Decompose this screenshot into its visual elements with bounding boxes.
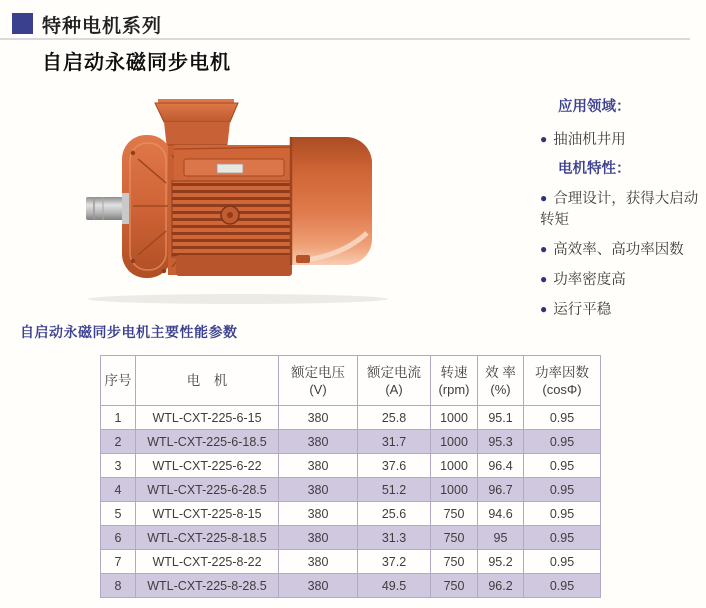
table-cell: 0.95 bbox=[524, 502, 601, 526]
table-title: 自启动永磁同步电机主要性能参数 bbox=[20, 324, 238, 340]
table-cell: 25.6 bbox=[358, 502, 431, 526]
table-cell: 750 bbox=[431, 574, 478, 598]
table-row bbox=[101, 406, 601, 430]
table-cell: 51.2 bbox=[358, 478, 431, 502]
table-header-row bbox=[101, 356, 601, 406]
table-row bbox=[101, 526, 601, 550]
table-cell: 49.5 bbox=[358, 574, 431, 598]
table-cell: 1000 bbox=[431, 478, 478, 502]
table-cell: 1000 bbox=[431, 406, 478, 430]
table-cell: 750 bbox=[431, 526, 478, 550]
table-cell: WTL-CXT-225-6-22 bbox=[136, 454, 279, 478]
feature-item-label: 高效率、高功率因数 bbox=[553, 242, 684, 258]
table-cell: WTL-CXT-225-6-28.5 bbox=[136, 478, 279, 502]
table-cell: 380 bbox=[279, 526, 358, 550]
table-cell: WTL-CXT-225-6-18.5 bbox=[136, 430, 279, 454]
table-cell: 95 bbox=[478, 526, 524, 550]
table-cell: 37.2 bbox=[358, 550, 431, 574]
table-body bbox=[101, 406, 601, 598]
table-cell: 95.1 bbox=[478, 406, 524, 430]
table-cell: 5 bbox=[101, 502, 136, 526]
table-cell: 0.95 bbox=[524, 454, 601, 478]
table-cell: WTL-CXT-225-6-15 bbox=[136, 406, 279, 430]
feature-item bbox=[540, 269, 702, 291]
motor-junction-box bbox=[155, 99, 238, 149]
col-header-model: 电 机 bbox=[136, 356, 279, 406]
performance-table bbox=[100, 355, 601, 598]
table-row bbox=[101, 478, 601, 502]
table-cell: 750 bbox=[431, 550, 478, 574]
table-cell: 4 bbox=[101, 478, 136, 502]
table-cell: 37.6 bbox=[358, 454, 431, 478]
col-header-index: 序号 bbox=[101, 356, 136, 406]
motor-shadow bbox=[88, 294, 388, 304]
table-cell: 3 bbox=[101, 454, 136, 478]
series-title: 特种电机系列 bbox=[42, 16, 163, 37]
motor-rear-cover bbox=[290, 137, 372, 265]
table-cell: 380 bbox=[279, 574, 358, 598]
application-item bbox=[540, 129, 702, 151]
table-cell: 380 bbox=[279, 454, 358, 478]
table-cell: 1 bbox=[101, 406, 136, 430]
feature-item-label: 功率密度高 bbox=[553, 272, 626, 288]
application-item-label: 抽油机井用 bbox=[553, 132, 626, 148]
table-cell: WTL-CXT-225-8-15 bbox=[136, 502, 279, 526]
table-row bbox=[101, 454, 601, 478]
motor-nameplate bbox=[217, 164, 243, 173]
col-header-efficiency: 效 率 (%) bbox=[478, 356, 524, 406]
feature-item bbox=[540, 299, 702, 321]
table-cell: WTL-CXT-225-8-22 bbox=[136, 550, 279, 574]
page-title: 自启动永磁同步电机 bbox=[42, 52, 231, 74]
table-cell: 0.95 bbox=[524, 550, 601, 574]
table-row bbox=[101, 430, 601, 454]
table-cell: 31.7 bbox=[358, 430, 431, 454]
table-cell: WTL-CXT-225-8-28.5 bbox=[136, 574, 279, 598]
table-cell: 380 bbox=[279, 406, 358, 430]
table-cell: 94.6 bbox=[478, 502, 524, 526]
motor-body bbox=[172, 145, 292, 276]
table-cell: 31.3 bbox=[358, 526, 431, 550]
table-cell: 380 bbox=[279, 550, 358, 574]
table-cell: 380 bbox=[279, 502, 358, 526]
table-cell: 380 bbox=[279, 478, 358, 502]
col-header-power-factor: 功率因数 (cosΦ) bbox=[524, 356, 601, 406]
applications-heading: 应用领域： bbox=[558, 99, 631, 115]
bullet-icon: ● bbox=[540, 302, 548, 316]
table-cell: 0.95 bbox=[524, 478, 601, 502]
info-panel bbox=[540, 97, 702, 329]
table-cell: 0.95 bbox=[524, 574, 601, 598]
table-cell: 8 bbox=[101, 574, 136, 598]
table-cell: 96.7 bbox=[478, 478, 524, 502]
table-cell: 95.2 bbox=[478, 550, 524, 574]
series-accent-square bbox=[12, 13, 33, 34]
table-cell: 96.2 bbox=[478, 574, 524, 598]
features-heading: 电机特性： bbox=[558, 161, 631, 177]
table-cell: WTL-CXT-225-8-18.5 bbox=[136, 526, 279, 550]
feature-item-label: 运行平稳 bbox=[553, 302, 612, 318]
table-cell: 95.3 bbox=[478, 430, 524, 454]
col-header-current: 额定电流 (A) bbox=[358, 356, 431, 406]
bullet-icon: ● bbox=[540, 132, 548, 146]
table-row bbox=[101, 550, 601, 574]
table-cell: 750 bbox=[431, 502, 478, 526]
table-cell: 2 bbox=[101, 430, 136, 454]
col-header-speed: 转速 (rpm) bbox=[431, 356, 478, 406]
bullet-icon: ● bbox=[540, 191, 548, 205]
header-divider bbox=[0, 38, 690, 40]
motor-flange bbox=[122, 135, 172, 278]
motor-photo bbox=[78, 85, 388, 310]
feature-item bbox=[540, 188, 702, 231]
table-cell: 380 bbox=[279, 430, 358, 454]
table-cell: 6 bbox=[101, 526, 136, 550]
table-cell: 7 bbox=[101, 550, 136, 574]
table-row bbox=[101, 502, 601, 526]
feature-item bbox=[540, 239, 702, 261]
table-cell: 25.8 bbox=[358, 406, 431, 430]
table-cell: 0.95 bbox=[524, 430, 601, 454]
col-header-voltage: 额定电压 (V) bbox=[279, 356, 358, 406]
table-cell: 1000 bbox=[431, 454, 478, 478]
table-row bbox=[101, 574, 601, 598]
motor-shaft bbox=[86, 193, 129, 224]
feature-item-label: 合理设计，获得大启动转矩 bbox=[540, 191, 699, 228]
table-cell: 1000 bbox=[431, 430, 478, 454]
bullet-icon: ● bbox=[540, 272, 548, 286]
bullet-icon: ● bbox=[540, 242, 548, 256]
table-cell: 0.95 bbox=[524, 406, 601, 430]
table-cell: 0.95 bbox=[524, 526, 601, 550]
table-cell: 96.4 bbox=[478, 454, 524, 478]
